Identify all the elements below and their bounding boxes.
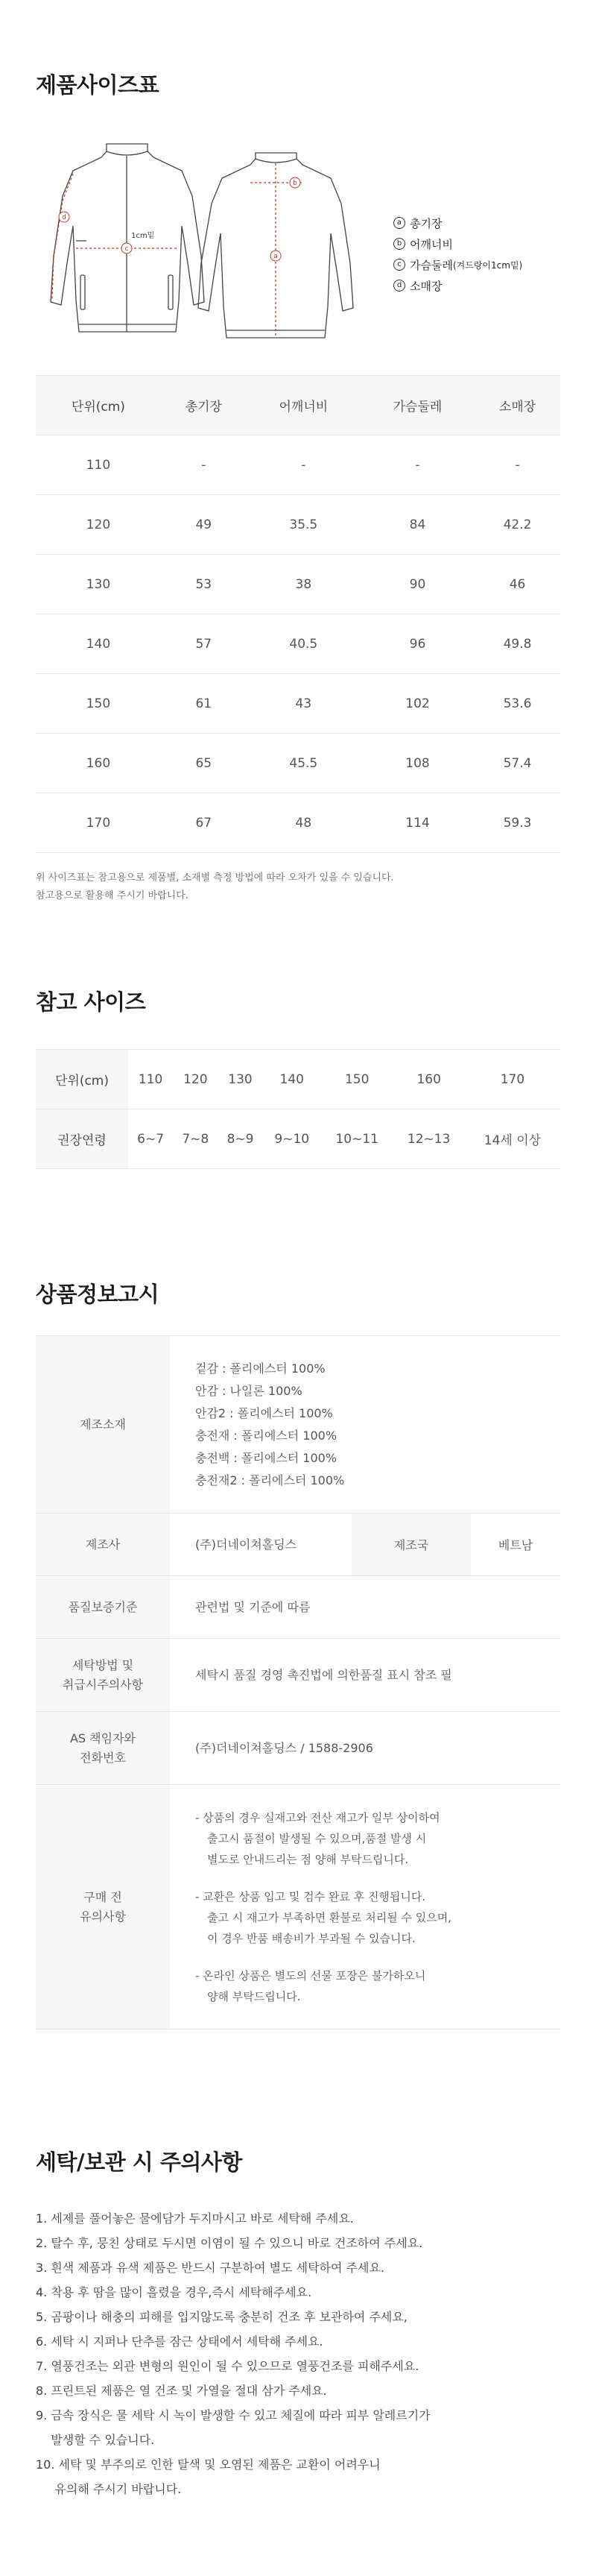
table-cell: 130 [218, 1050, 262, 1109]
legend-letter: c [393, 259, 405, 271]
marker-d: d [62, 214, 66, 221]
wash-label-line: 세탁방법 및 [72, 1657, 134, 1672]
legend-item [393, 212, 522, 233]
table-cell: 61 [161, 674, 247, 734]
list-item: 3. 흰색 제품과 유색 제품은 반드시 구분하여 별도 세탁하여 주세요. [36, 2261, 384, 2275]
chest-note: 1cm밑 [131, 232, 155, 240]
material-line: 충전백 : 폴리에스터 100% [195, 1450, 337, 1465]
material-line: 겉감 : 폴리에스터 100% [195, 1361, 326, 1376]
legend-letter: d [393, 280, 405, 292]
country-value: 베트남 [471, 1514, 560, 1576]
wash-label-line: 취급시주의사항 [62, 1677, 144, 1692]
notice-line: 출고 시 재고가 부족하면 환불로 처리될 수 있으며, [207, 1910, 451, 1924]
table-cell: 120 [36, 495, 161, 555]
col-header: 소매장 [475, 376, 560, 435]
legend-item [393, 254, 522, 275]
reference-size-title: 참고 사이즈 [36, 989, 146, 1015]
legend-item [393, 275, 522, 296]
notice-line: 출고시 품절이 발생될 수 있으며,품절 발생 시 [207, 1831, 427, 1845]
row-header: 권장연령 [36, 1109, 128, 1169]
table-row [36, 435, 560, 495]
legend-letter: b [393, 238, 405, 250]
notice-group [195, 1807, 535, 1870]
measurement-legend [393, 212, 522, 296]
material-line: 충전재 : 폴리에스터 100% [195, 1428, 337, 1443]
table-cell: 96 [361, 614, 475, 674]
row-header: 단위(cm) [36, 1050, 128, 1109]
material-line: 안감 : 나일론 100% [195, 1383, 302, 1398]
size-notes [36, 869, 560, 905]
table-cell: 150 [36, 674, 161, 734]
reference-size-table [36, 1049, 560, 1169]
table-row [36, 495, 560, 555]
as-label-line: 전화번호 [80, 1750, 126, 1765]
list-item: 2. 탈수 후, 뭉친 상태로 두시면 이염이 될 수 있으니 바로 건조하여 주세요. [36, 2236, 423, 2250]
product-info-title: 상품정보고시 [36, 1282, 159, 1307]
notice-label-line: 구매 전 [83, 1889, 122, 1904]
table-cell: 120 [173, 1050, 218, 1109]
as-label [36, 1712, 170, 1785]
list-item: 5. 곰팡이나 해충의 피해를 입지않도록 충분히 건조 후 보관하여 주세요, [36, 2310, 408, 2324]
notice-value [170, 1785, 560, 2029]
table-cell: 53.6 [475, 674, 560, 734]
table-cell: 110 [128, 1050, 173, 1109]
notice-line: - 교환은 상품 입고 및 검수 완료 후 진행됩니다. [195, 1889, 426, 1903]
list-item: 4. 착용 후 땀을 많이 흘렸을 경우,즉시 세탁해주세요. [36, 2285, 312, 2299]
table-row [36, 1785, 560, 2029]
col-header: 가슴둘레 [361, 376, 475, 435]
table-cell: 8~9 [218, 1109, 262, 1169]
table-cell: 59.3 [475, 793, 560, 853]
quality-label: 품질보증기준 [36, 1576, 170, 1639]
table-cell: 57 [161, 614, 247, 674]
col-header: 총기장 [161, 376, 247, 435]
table-row [36, 674, 560, 734]
table-row [36, 1576, 560, 1639]
wash-label [36, 1639, 170, 1712]
legend-label: 가슴둘레 [410, 258, 453, 272]
table-cell: 102 [361, 674, 475, 734]
table-cell: 170 [36, 793, 161, 853]
legend-label: 소매장 [410, 279, 443, 293]
note-line: 위 사이즈표는 참고용으로 제품별, 소재별 측정 방법에 따라 오차가 있을 수 있습니다. [36, 872, 394, 884]
table-row [36, 1639, 560, 1712]
table-row [36, 1050, 560, 1109]
table-cell: 10~11 [321, 1109, 393, 1169]
notice-line: 별도로 안내드리는 점 양해 부탁드립니다. [207, 1852, 409, 1866]
table-row [36, 1514, 560, 1576]
table-cell: 43 [247, 674, 361, 734]
table-cell: 53 [161, 555, 247, 614]
table-row [36, 1712, 560, 1785]
table-cell: 170 [465, 1050, 560, 1109]
table-cell: 7~8 [173, 1109, 218, 1169]
table-cell: 84 [361, 495, 475, 555]
country-label: 제조국 [352, 1514, 471, 1576]
note-line: 참고용으로 활용해 주시기 바랍니다. [36, 890, 188, 901]
table-row [36, 793, 560, 853]
maker-value: (주)더네이쳐홀딩스 [170, 1514, 352, 1576]
table-cell: 6~7 [128, 1109, 173, 1169]
product-info-table [36, 1335, 560, 2029]
table-cell: 14세 이상 [465, 1109, 560, 1169]
col-header: 어깨너비 [247, 376, 361, 435]
table-cell: 140 [263, 1050, 321, 1109]
table-cell: 49.8 [475, 614, 560, 674]
list-item: 유의해 주시기 바랍니다. [36, 2482, 182, 2496]
notice-line: - 상품의 경우 실재고와 전산 재고가 일부 상이하여 [195, 1810, 440, 1824]
table-cell: 65 [161, 734, 247, 793]
quality-value: 관련법 및 기준에 따름 [170, 1576, 560, 1639]
notice-group [195, 1965, 535, 2007]
table-cell: 35.5 [247, 495, 361, 555]
marker-c: c [124, 245, 129, 253]
table-row [36, 1109, 560, 1169]
material-line: 안감2 : 폴리에스터 100% [195, 1405, 333, 1420]
as-label-line: AS 책임자와 [69, 1731, 136, 1745]
table-cell: 90 [361, 555, 475, 614]
wash-value: 세탁시 품질 경영 촉진법에 의한품질 표시 참조 필 [170, 1639, 560, 1712]
legend-label: 어깨너비 [410, 237, 453, 251]
jacket-illustration [36, 129, 378, 375]
as-value: (주)더네이쳐홀딩스 / 1588-2906 [170, 1712, 560, 1785]
list-item: 8. 프린트된 제품은 열 건조 및 가열을 절대 삼가 주세요. [36, 2384, 327, 2398]
table-cell: 49 [161, 495, 247, 555]
notice-line: 양해 부탁드립니다. [207, 1989, 301, 2003]
table-cell: 114 [361, 793, 475, 853]
notice-label [36, 1785, 170, 2029]
table-cell: - [247, 435, 361, 495]
table-row [36, 734, 560, 793]
notice-line: 이 경우 반품 배송비가 부과될 수 있습니다. [207, 1931, 416, 1945]
list-item: 6. 세탁 시 지퍼나 단추를 잠근 상태에서 세탁해 주세요. [36, 2334, 323, 2349]
table-cell: 48 [247, 793, 361, 853]
table-cell: 130 [36, 555, 161, 614]
table-row [36, 555, 560, 614]
table-cell: 110 [36, 435, 161, 495]
list-item: 7. 열풍건조는 외관 변형의 원인이 될 수 있으므로 열풍건조를 피해주세요. [36, 2359, 419, 2373]
care-title: 세탁/보관 시 주의사항 [36, 2150, 242, 2175]
table-cell: 150 [321, 1050, 393, 1109]
table-cell: - [161, 435, 247, 495]
size-chart-title: 제품사이즈표 [36, 72, 159, 98]
size-table [36, 375, 560, 853]
legend-item [393, 233, 522, 254]
table-cell: 67 [161, 793, 247, 853]
jacket-diagram [36, 129, 560, 375]
table-row [36, 1336, 560, 1514]
table-cell: 160 [393, 1050, 464, 1109]
table-row [36, 614, 560, 674]
material-line: 충전재2 : 폴리에스터 100% [195, 1473, 345, 1487]
table-cell: 40.5 [247, 614, 361, 674]
col-header: 단위(cm) [36, 376, 161, 435]
table-cell: 57.4 [475, 734, 560, 793]
notice-label-line: 유의사항 [80, 1909, 126, 1924]
notice-group [195, 1886, 535, 1949]
table-cell: 160 [36, 734, 161, 793]
table-header-row [36, 376, 560, 435]
table-cell: 46 [475, 555, 560, 614]
material-value [170, 1336, 560, 1514]
table-cell: - [475, 435, 560, 495]
table-cell: 9~10 [263, 1109, 321, 1169]
table-cell: 38 [247, 555, 361, 614]
list-item: 1. 세제를 풀어놓은 물에담가 두지마시고 바로 세탁해 주세요. [36, 2211, 354, 2226]
maker-label: 제조사 [36, 1514, 170, 1576]
notice-line: - 온라인 상품은 별도의 선물 포장은 불가하오니 [195, 1968, 426, 1983]
table-cell: - [361, 435, 475, 495]
list-item: 10. 세탁 및 부주의로 인한 탈색 및 오염된 제품은 교환이 어려우니 [36, 2457, 381, 2472]
table-cell: 42.2 [475, 495, 560, 555]
table-cell: 12~13 [393, 1109, 464, 1169]
table-cell: 108 [361, 734, 475, 793]
care-list [36, 2206, 560, 2501]
legend-note: (겨드랑이1cm밑) [452, 259, 523, 271]
list-item: 발생할 수 있습니다. [36, 2433, 155, 2447]
marker-b: b [293, 180, 297, 187]
marker-a: a [273, 253, 278, 260]
bottom-spacer [36, 2501, 560, 2576]
legend-label: 총기장 [410, 216, 443, 230]
table-cell: 45.5 [247, 734, 361, 793]
material-label: 제조소재 [36, 1336, 170, 1514]
legend-letter: a [393, 217, 405, 229]
table-cell: 140 [36, 614, 161, 674]
list-item: 9. 금속 장식은 물 세탁 시 녹이 발생할 수 있고 체질에 따라 피부 알레르기가 [36, 2408, 431, 2422]
